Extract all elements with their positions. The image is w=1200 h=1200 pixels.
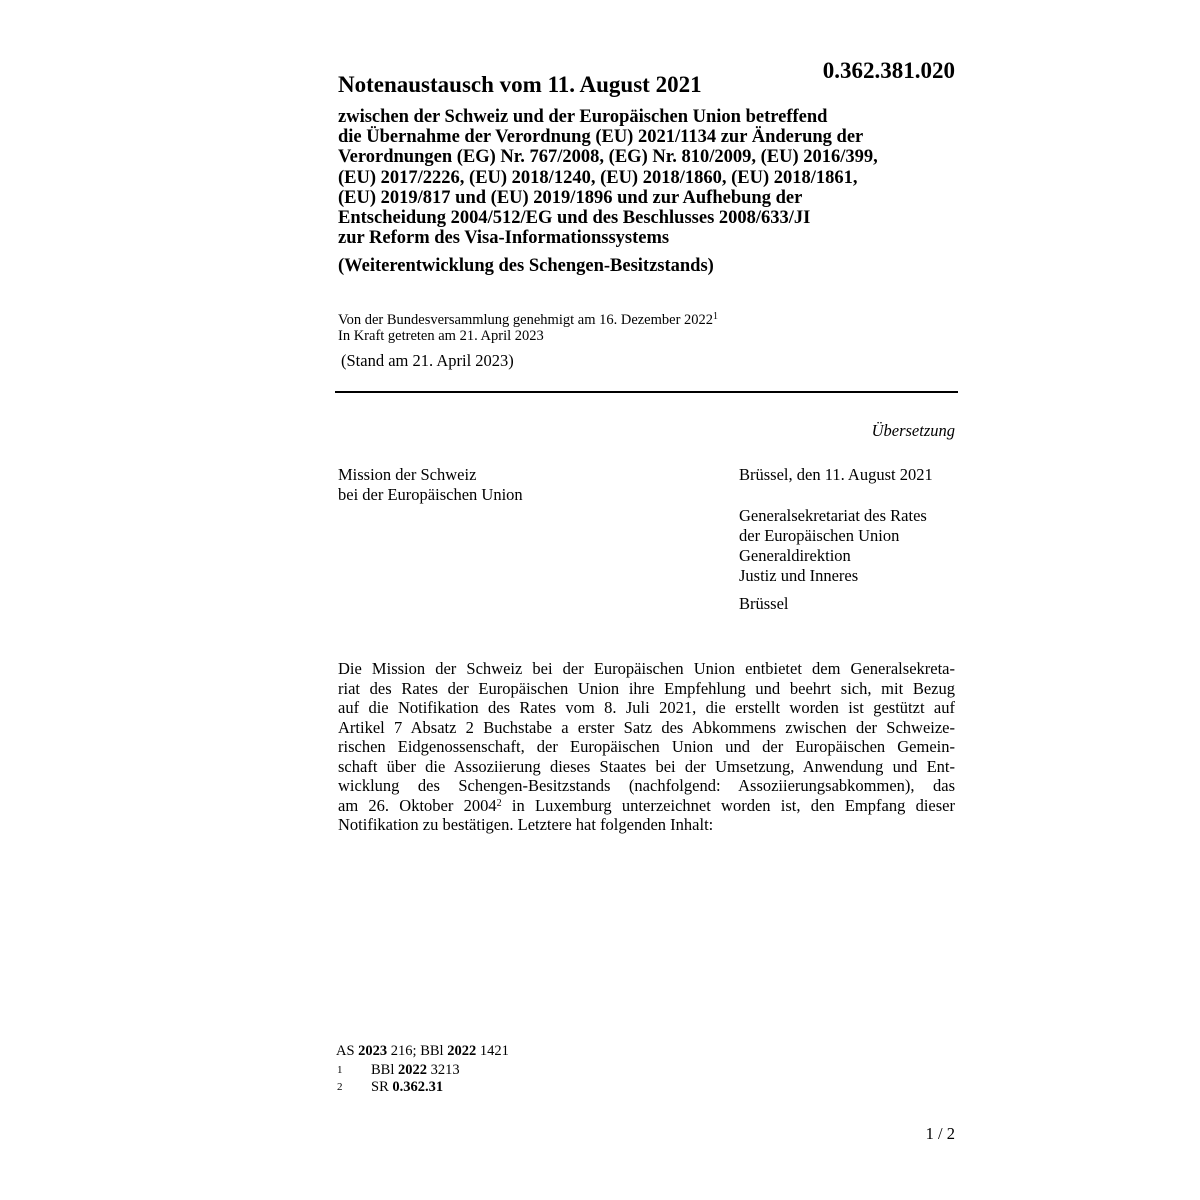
document-subtitle <box>338 107 978 248</box>
recipient-address <box>739 506 927 586</box>
sr-number: 0.362.381.020 <box>822 58 955 83</box>
recipient-city: Brüssel <box>739 594 789 613</box>
body-line: am 26. Oktober 2004$^2$ in Luxemburg unterzeichnet worden ist, den Empfang dieser <box>338 795 955 815</box>
source-reference: AS 2023 216; BBl 2022 1421 <box>336 1043 509 1059</box>
footnotes <box>337 1062 460 1096</box>
footnote-ref[interactable]: 2 <box>496 797 502 809</box>
body-line: riat des Rates der Europäischen Union ihre Empfehlung und beehrt sich, mit Bezug <box>338 678 955 698</box>
body-paragraph <box>338 659 955 835</box>
header-divider <box>335 391 958 393</box>
footnote-text: SR 0.362.31 <box>371 1079 444 1095</box>
sender-line: Mission der Schweiz <box>338 465 477 484</box>
footnote-text: BBl 2022 3213 <box>371 1062 460 1078</box>
in-force-line: In Kraft getreten am 21. April 2023 <box>338 328 544 344</box>
subtitle-line: (EU) 2017/2226, (EU) 2018/1240, (EU) 2018/1860, (EU) 2018/1861, <box>338 167 858 188</box>
footnote-number: 1 <box>337 1064 343 1076</box>
translation-note: Übersetzung <box>871 421 955 440</box>
subtitle-line: (EU) 2019/817 und (EU) 2019/1896 und zur Aufhebung der <box>338 187 803 208</box>
subtitle-line: Verordnungen (EG) Nr. 767/2008, (EG) Nr. 810/2009, (EU) 2016/399, <box>338 147 878 168</box>
recipient-line: Generaldirektion <box>739 546 851 565</box>
subtitle-line: die Übernahme der Verordnung (EU) 2021/1134 zur Änderung der <box>338 127 864 148</box>
body-line: auf die Notifikation des Rates vom 8. Juli 2021, die erstellt worden ist gestützt auf <box>338 698 955 717</box>
body-line: Die Mission der Schweiz bei der Europäischen Union entbietet dem Generalsekreta- <box>338 659 955 678</box>
recipient-line: der Europäischen Union <box>739 526 900 545</box>
footnote-item <box>337 1079 460 1096</box>
approval-info <box>338 312 718 344</box>
sender-address <box>338 465 523 505</box>
subtitle-line: zur Reform des Visa-Informationssystems <box>338 228 670 249</box>
place-date: Brüssel, den 11. August 2021 <box>739 465 933 484</box>
stand-date: (Stand am 21. April 2023) <box>341 351 514 370</box>
approval-line: Von der Bundesversammlung genehmigt am 16. Dezember 2022$^1$ <box>338 311 719 328</box>
sender-line: bei der Europäischen Union <box>338 485 523 504</box>
body-line: schaft über die Assoziierung dieses Staates bei der Umsetzung, Anwendung und Ent- <box>338 756 955 776</box>
subtitle-line: Entscheidung 2004/512/EG und des Beschlusses 2008/633/JI <box>338 208 811 229</box>
body-line: Notifikation zu bestätigen. Letztere hat folgenden Inhalt: <box>338 815 714 834</box>
footnote-item <box>337 1062 460 1079</box>
recipient-line: Generalsekretariat des Rates <box>739 506 927 525</box>
document-title: Notenaustausch vom 11. August 2021 <box>338 72 702 97</box>
body-line: Artikel 7 Absatz 2 Buchstabe a erster Satz des Abkommens zwischen der Schweize- <box>338 717 955 737</box>
body-line: wicklung des Schengen-Besitzstands (nachfolgend: Assoziierungsabkommen), das <box>338 776 955 795</box>
body-line: rischen Eidgenossenschaft, der Europäischen Union und der Europäischen Gemein- <box>338 737 955 756</box>
footnote-ref[interactable]: 1 <box>713 311 719 322</box>
schengen-note: (Weiterentwicklung des Schengen-Besitzstands) <box>338 256 714 276</box>
page-number: 1 / 2 <box>925 1124 955 1143</box>
recipient-line: Justiz und Inneres <box>739 566 859 585</box>
footnote-number: 2 <box>337 1081 343 1093</box>
subtitle-line: zwischen der Schweiz und der Europäischen Union betreffend <box>338 107 828 127</box>
